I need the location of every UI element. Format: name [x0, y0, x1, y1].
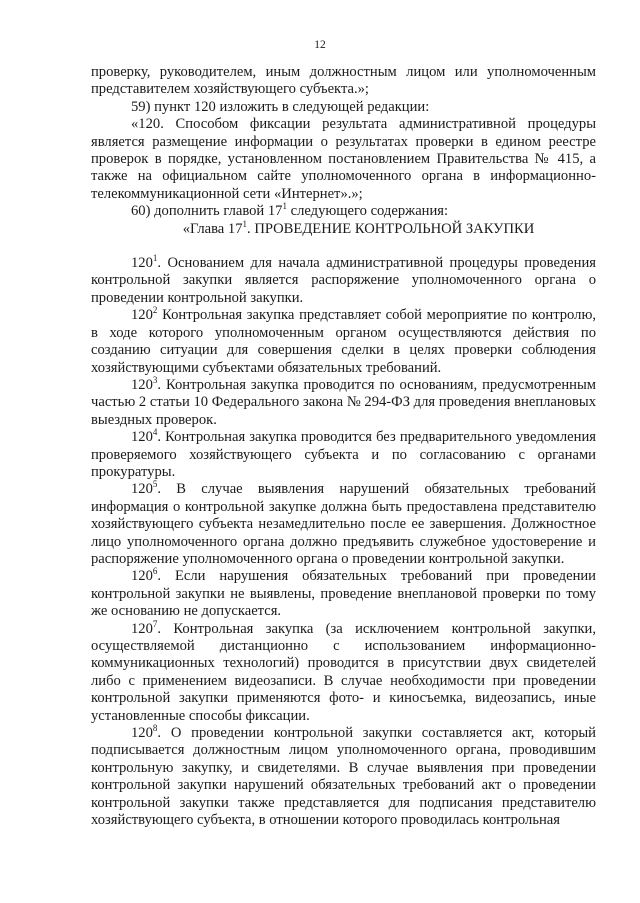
paragraph-number: 120 [131, 376, 153, 393]
paragraph-number: 120 [131, 307, 153, 324]
paragraph-separator: . [157, 429, 162, 446]
paragraph-text: О проведении контрольной закупки составляется акт, который подписывается должностным лицом уполномоченного органа, проводившим контрольную закупку, и свидетелями. В случае выявления при проведении контрольной закупки нарушений обязательных требований акт о проведении контрольной закупки также представляется для подписания представителю хозяйствующего субъекта, в отношении которого проводилась контрольная [91, 725, 596, 829]
paragraph-120-4 [91, 429, 596, 481]
paragraph-separator: . [157, 620, 162, 637]
paragraph-number: 120 [131, 568, 153, 585]
paragraph-superscript: 8 [152, 723, 158, 734]
item-60-text: 60) дополнить главой 17 [131, 203, 283, 220]
paragraph-superscript: 5 [152, 479, 158, 490]
paragraph-120-1 [91, 255, 596, 307]
paragraph-superscript: 1 [152, 253, 158, 264]
paragraph-number: 120 [131, 429, 153, 446]
paragraph-number: 120 [131, 481, 153, 498]
spacer [91, 238, 596, 255]
chapter-heading-superscript: 1 [242, 218, 248, 229]
document-body [91, 64, 596, 829]
item-60-text-end: следующего содержания: [286, 203, 449, 220]
paragraph-120-5 [91, 481, 596, 568]
paragraph-separator: . [157, 481, 162, 498]
amendment-item-59: 59) пункт 120 изложить в следующей редакции: [131, 98, 430, 115]
paragraph-number: 120 [131, 620, 153, 637]
paragraph-separator: . [157, 725, 162, 742]
paragraph-superscript: 3 [152, 375, 158, 386]
paragraph-number: 120 [131, 255, 153, 272]
paragraph-text: Основанием для начала административной процедуры проведения контрольной закупки является распоряжение уполномоченного органа о проведении контрольной закупки. [91, 255, 596, 306]
paragraph-120-7 [91, 618, 596, 725]
paragraph-number: 120 [131, 725, 153, 742]
paragraph-120-8 [91, 725, 596, 829]
item-60-superscript: 1 [282, 201, 287, 212]
paragraph-superscript: 6 [152, 566, 158, 577]
amendment-item-60 [91, 203, 596, 220]
paragraph-120-6 [91, 568, 596, 620]
paragraph-text: Контрольная закупка (за исключением контрольной закупки, осуществляемой дистанционно с использованием информационно-коммуникационных технологий) проводится в присутствии двух свидетелей либо с применением видеозаписи. В случае необходимости при проведении контрольной закупки применяются фото- и киносъемка, видеозапись, иные установленные способы фиксации. [91, 620, 596, 724]
chapter-heading-text: «Глава 17 [182, 220, 243, 237]
paragraph-120-2 [91, 307, 596, 377]
paragraph-text: Контрольная закупка проводится без предварительного уведомления проверяемого хозяйствующего субъекта и по согласованию с органами прокуратуры. [91, 429, 596, 480]
paragraph-text: В случае выявления нарушений обязательных требований информация о контрольной закупке должна быть предоставлена представителю хозяйствующего субъекта незамедлительно после ее завершения. Должностное лицо уполномоченного органа должно предъявить служебное удостоверение и распоряжение уполномоченного органа о проведении контрольной закупки. [91, 481, 596, 567]
paragraph-superscript: 7 [152, 618, 158, 629]
paragraph-separator: . [157, 255, 162, 272]
paragraph-120-new-text: «120. Способом фиксации результата административной процедуры является размещение информации о результатах проверки в едином реестре проверок в порядке, установленном постановлением Правительства № 415, а также на официальном сайте уполномоченного органа в информационно-телекоммуникационной сети «Интернет».»; [91, 116, 596, 202]
paragraph-separator: . [157, 568, 162, 585]
intro-continuation: проверку, руководителем, иным должностным лицом или уполномоченным представителем хозяйствующего субъекта.»; [91, 64, 596, 98]
paragraph-text: Контрольная закупка представляет собой мероприятие по контролю, в ходе которого уполномоченным органом осуществляются действия по созданию ситуации для совершения сделки в целях проверки соблюдения хозяйствующими субъектами обязательных требований. [91, 307, 596, 376]
paragraph-120-3 [91, 377, 596, 429]
paragraph-separator: . [157, 376, 162, 393]
chapter-heading-title: . ПРОВЕДЕНИЕ КОНТРОЛЬНОЙ ЗАКУПКИ [247, 220, 535, 237]
paragraph-text: Контрольная закупка проводится по основаниям, предусмотренным частью 2 статьи 10 Федерального закона № 294-ФЗ для проведения внеплановых выездных проверок. [91, 376, 596, 428]
paragraph-superscript: 4 [152, 427, 158, 438]
chapter-heading [91, 218, 596, 238]
paragraph-superscript: 2 [152, 305, 158, 316]
paragraph-text: Если нарушения обязательных требований при проведении контрольной закупки не выявлены, проведение внеплановой проверки по тому же основанию не допускается. [91, 568, 596, 620]
page-number: 12 [314, 39, 326, 51]
